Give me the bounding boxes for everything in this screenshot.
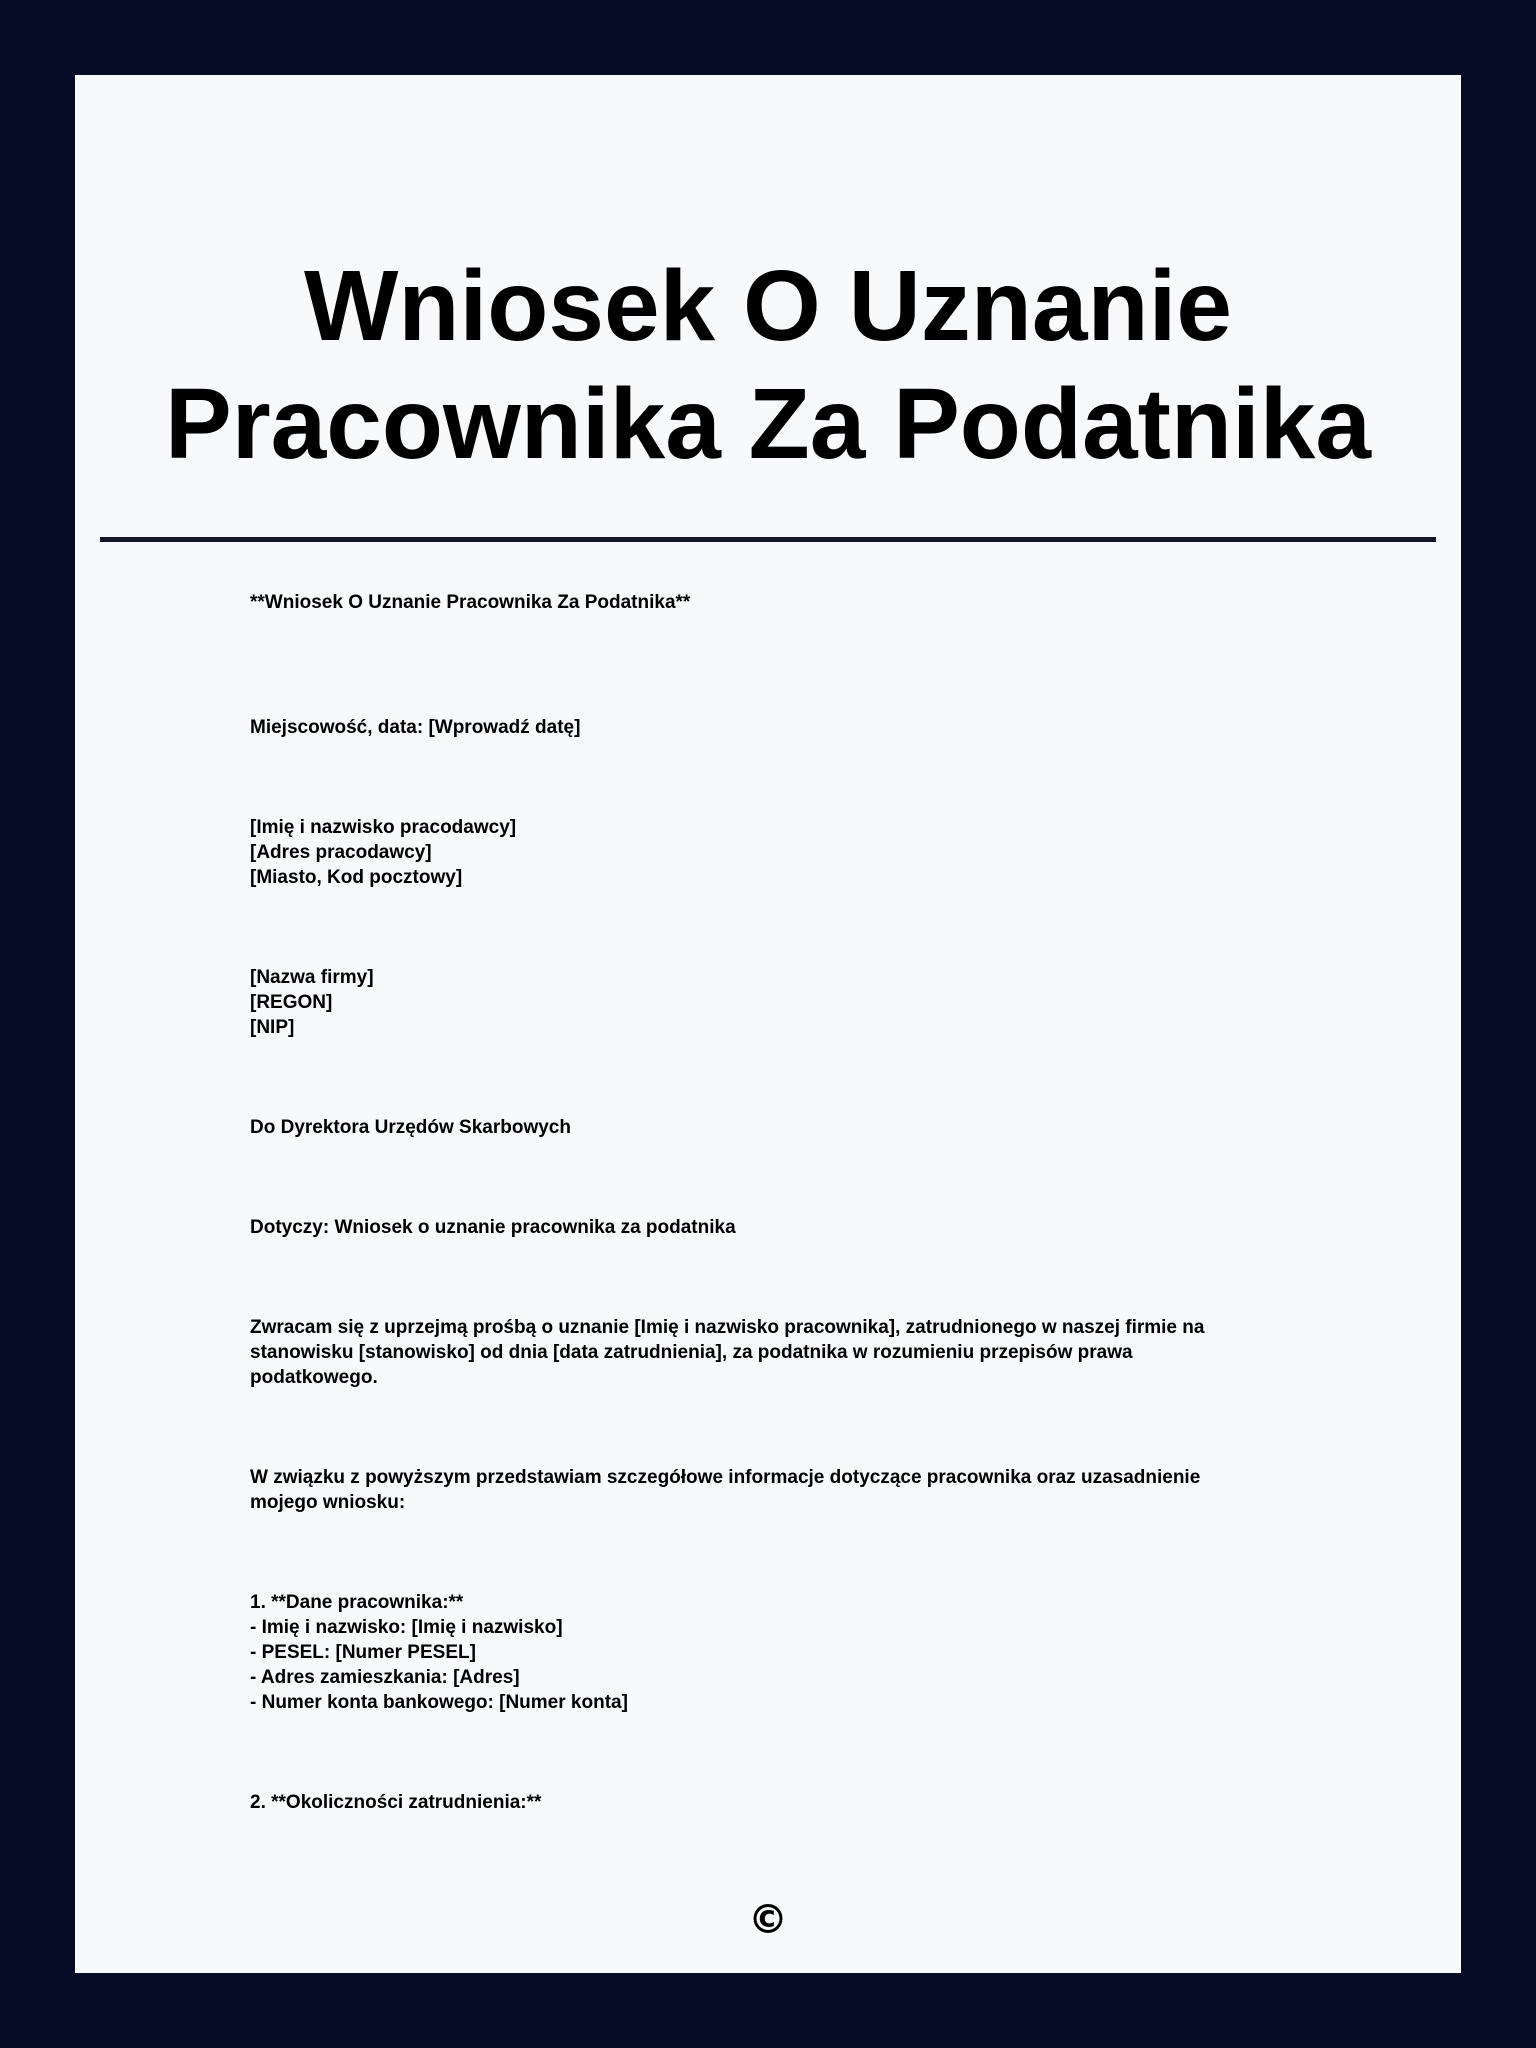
employee-data-section (250, 1590, 1350, 1715)
employment-circumstances-heading: 2. **Okoliczności zatrudnienia:** (250, 1792, 542, 1813)
title-divider (100, 537, 1436, 542)
justification-paragraph (250, 1465, 1350, 1515)
section-heading: 1. **Dane pracownika:** (250, 1592, 464, 1613)
employer-city: [Miasto, Kod pocztowy] (250, 867, 463, 888)
copyright-icon: © (748, 1897, 788, 1943)
list-item: - PESEL: [Numer PESEL] (250, 1642, 476, 1663)
paragraph-line: podatkowego. (250, 1367, 378, 1388)
employer-name: [Imię i nazwisko pracodawcy] (250, 817, 517, 838)
paragraph-line: stanowisku [stanowisko] od dnia [data zatrudnienia], za podatnika w rozumieniu przepisów prawa (250, 1342, 1133, 1363)
recipient-line: Do Dyrektora Urzędów Skarbowych (250, 1117, 571, 1138)
employer-address: [Adres pracodawcy] (250, 842, 432, 863)
request-paragraph (250, 1315, 1350, 1390)
place-date-line: Miejscowość, data: [Wprowadź datę] (250, 717, 581, 738)
list-item: - Imię i nazwisko: [Imię i nazwisko] (250, 1617, 563, 1638)
company-regon: [REGON] (250, 992, 333, 1013)
company-name: [Nazwa firmy] (250, 967, 374, 988)
list-item: - Numer konta bankowego: [Numer konta] (250, 1692, 628, 1713)
list-item: - Adres zamieszkania: [Adres] (250, 1667, 520, 1688)
company-nip: [NIP] (250, 1017, 295, 1038)
company-block (250, 965, 1350, 1040)
paragraph-line: mojego wniosku: (250, 1492, 406, 1513)
subject-line: Dotyczy: Wniosek o uznanie pracownika za podatnika (250, 1217, 736, 1238)
paragraph-line: Zwracam się z uprzejmą prośbą o uznanie [Imię i nazwisko pracownika], zatrudnionego w naszej firmie na (250, 1317, 1205, 1338)
document-page (75, 75, 1461, 1973)
paragraph-line: W związku z powyższym przedstawiam szczegółowe informacje dotyczące pracownika oraz uzasadnienie (250, 1467, 1201, 1488)
document-heading: **Wniosek O Uznanie Pracownika Za Podatnika** (250, 592, 691, 613)
document-title (75, 247, 1461, 483)
employer-block (250, 815, 1350, 890)
title-line: Pracownika Za Podatnika (165, 368, 1371, 480)
title-line: Wniosek O Uznanie (304, 250, 1232, 362)
